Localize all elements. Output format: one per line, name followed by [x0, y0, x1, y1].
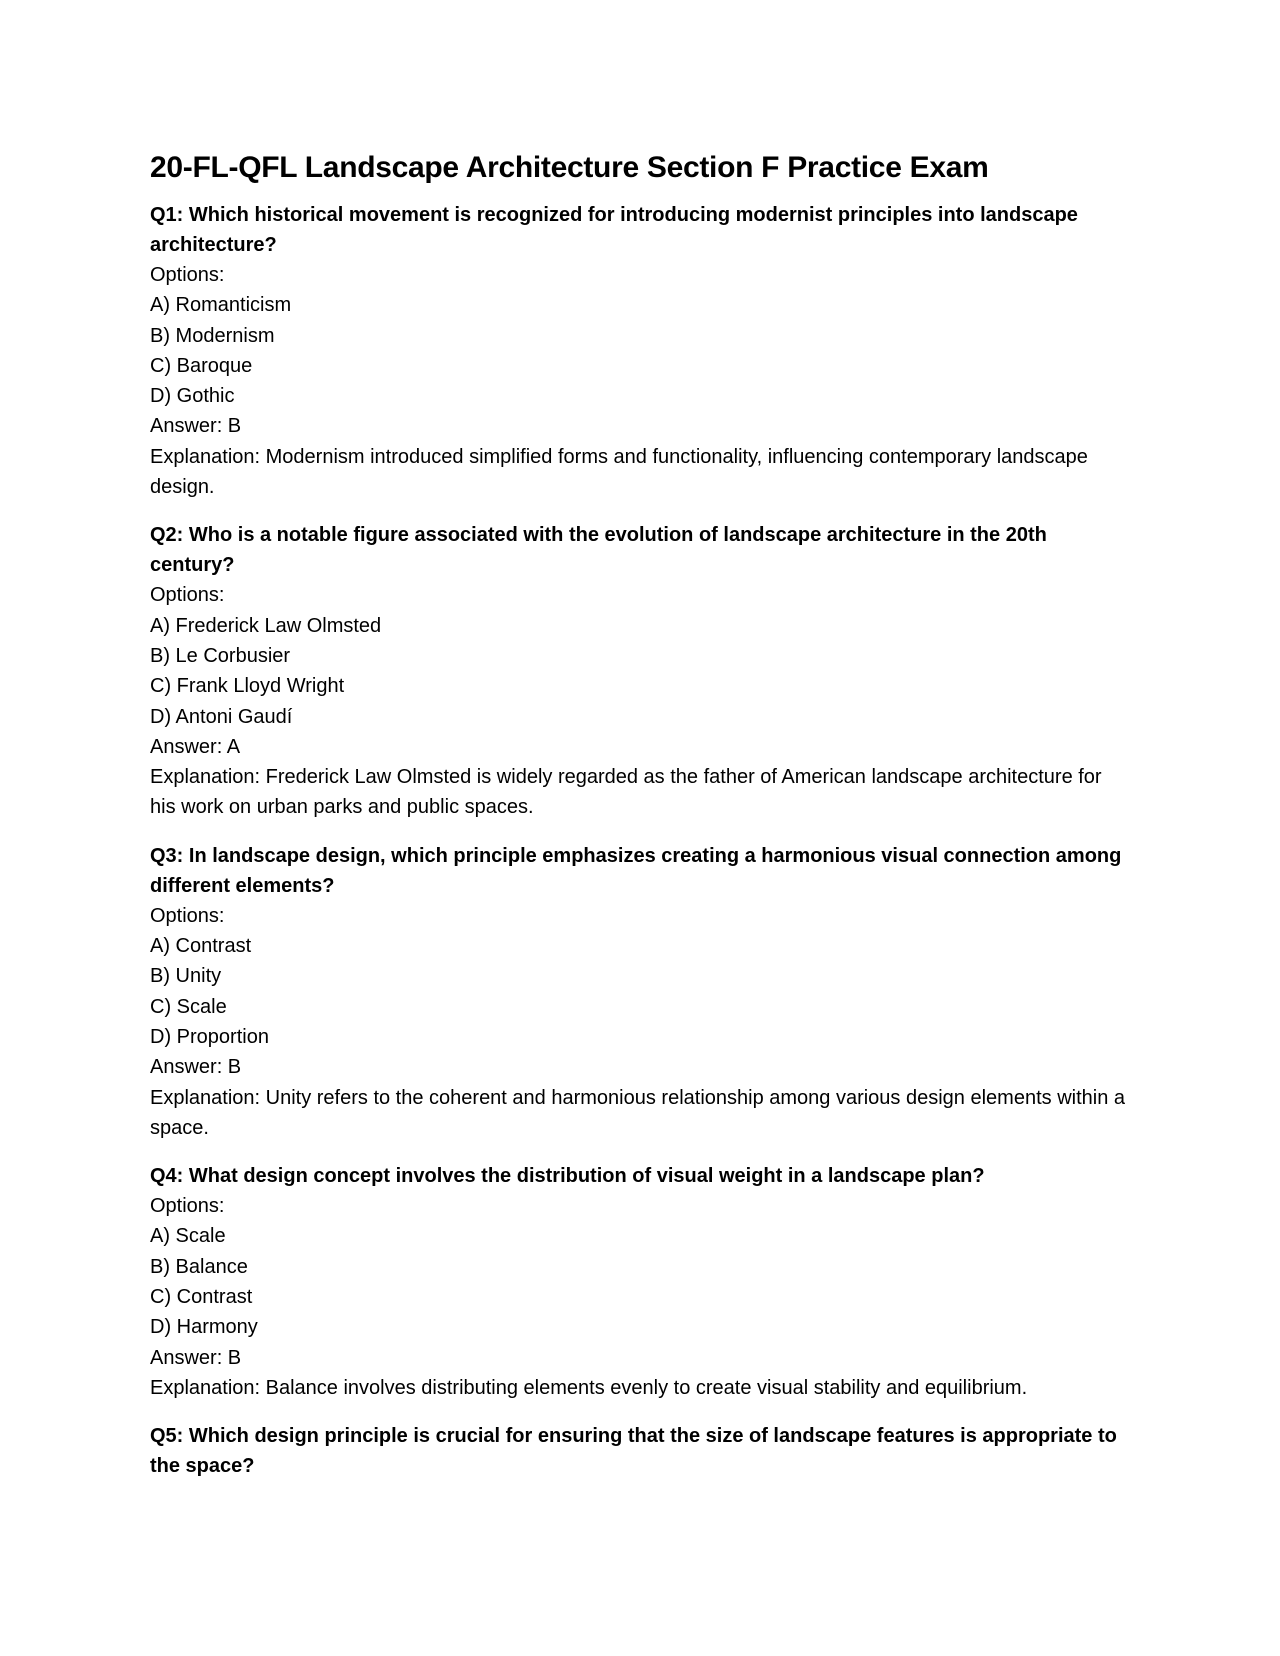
option-d: D) Harmony	[150, 1316, 258, 1339]
options-label: Options:	[150, 904, 225, 927]
question-text: Q3: In landscape design, which principle emphasizes creating a harmonious visual connection among different elements?	[150, 844, 1122, 897]
option-a: A) Frederick Law Olmsted	[150, 614, 382, 637]
question-block-1	[150, 200, 1130, 502]
question-text: Q4: What design concept involves the distribution of visual weight in a landscape plan?	[150, 1165, 985, 1188]
explanation-text: Explanation: Frederick Law Olmsted is widely regarded as the father of American landscape architecture for his work on urban parks and public spaces.	[150, 766, 1102, 819]
option-d: D) Gothic	[150, 385, 235, 408]
option-b: B) Unity	[150, 965, 222, 988]
question-block-4	[150, 1161, 1130, 1403]
question-text: Q1: Which historical movement is recognized for introducing modernist principles into landscape architecture?	[150, 204, 1078, 256]
question-block-2	[150, 520, 1130, 822]
option-d: D) Proportion	[150, 1025, 269, 1048]
answer-text: Answer: B	[150, 1056, 242, 1079]
options-label: Options:	[150, 584, 225, 607]
option-a: A) Scale	[150, 1225, 226, 1248]
answer-text: Answer: B	[150, 1346, 242, 1369]
explanation-text: Explanation: Balance involves distributing elements evenly to create visual stability and equilibrium.	[150, 1376, 1028, 1399]
option-c: C) Baroque	[150, 354, 253, 377]
document-title: 20-FL-QFL Landscape Architecture Section F Practice Exam	[150, 151, 989, 184]
question-block-3	[150, 841, 1130, 1143]
option-b: B) Modernism	[150, 324, 275, 347]
document-page	[150, 148, 1130, 1499]
option-c: C) Contrast	[150, 1286, 253, 1309]
explanation-text: Explanation: Unity refers to the coherent and harmonious relationship among various design elements within a space.	[150, 1086, 1125, 1139]
option-c: C) Frank Lloyd Wright	[150, 675, 345, 698]
question-text: Q2: Who is a notable figure associated with the evolution of landscape architecture in the 20th century?	[150, 524, 1047, 577]
explanation-text: Explanation: Modernism introduced simplified forms and functionality, influencing contemporary landscape design.	[150, 445, 1088, 499]
option-c: C) Scale	[150, 995, 227, 1018]
answer-text: Answer: B	[150, 415, 242, 438]
option-a: A) Contrast	[150, 935, 252, 958]
options-label: Options:	[150, 264, 225, 286]
option-b: B) Le Corbusier	[150, 644, 291, 667]
answer-text: Answer: A	[150, 735, 241, 758]
option-b: B) Balance	[150, 1255, 248, 1278]
question-block-5	[150, 1421, 1130, 1481]
option-d: D) Antoni Gaudí	[150, 705, 293, 728]
option-a: A) Romanticism	[150, 294, 292, 317]
options-label: Options:	[150, 1195, 225, 1218]
question-text: Q5: Which design principle is crucial for ensuring that the size of landscape features is appropriate to the space?	[150, 1425, 1117, 1478]
